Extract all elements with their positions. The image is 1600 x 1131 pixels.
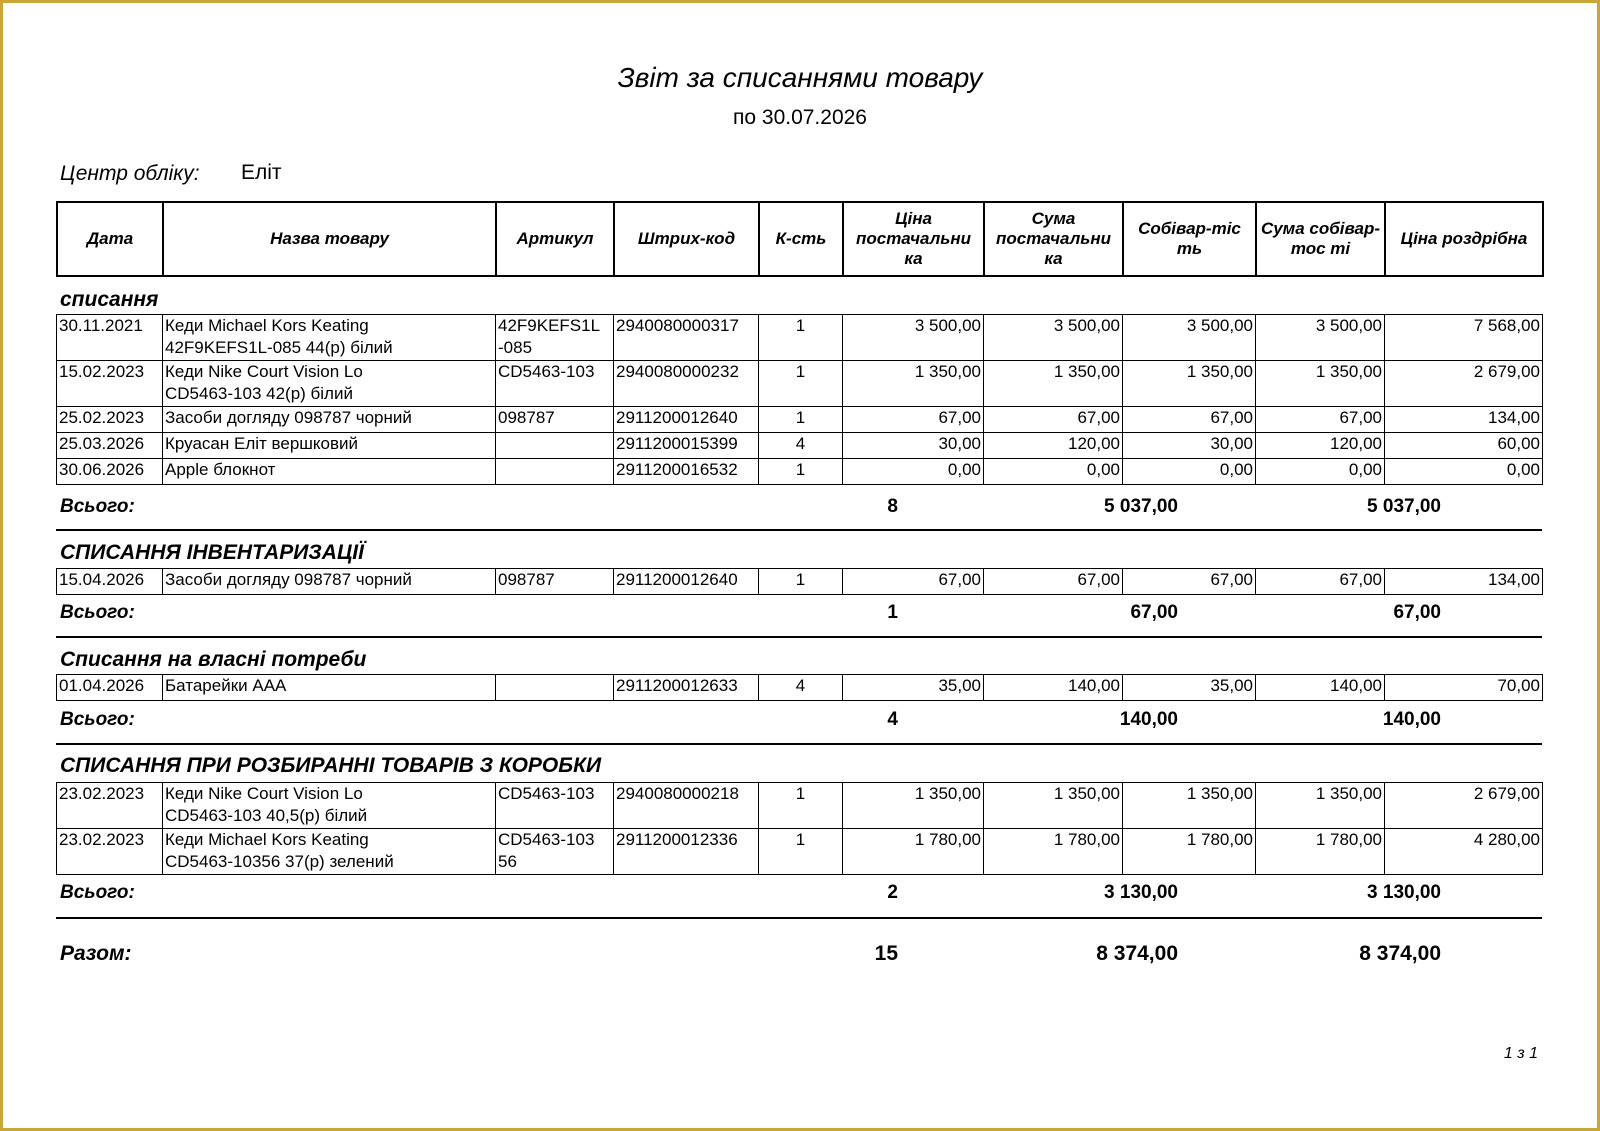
total-cost-sum: 3 130,00 [1367,882,1441,903]
cell-cost-sum: 0,00 [1256,459,1385,485]
col-header-retail-price: Ціна роздрібна [1385,202,1543,276]
cell-name: Кеди Nike Court Vision Lo CD5463-103 42(р) білий [163,361,496,407]
cell-barcode: 2940080000232 [614,361,759,407]
cell-barcode: 2911200015399 [614,433,759,459]
center-label: Центр обліку: [60,162,200,185]
cell-supplier-price: 30,00 [843,433,984,459]
cell-name: Apple блокнот [163,459,496,485]
total-supplier-sum: 5 037,00 [1104,496,1178,517]
cell-date: 30.11.2021 [57,315,163,361]
cell-retail-price: 60,00 [1385,433,1543,459]
group-total-row [56,882,1542,912]
cell-cost: 1 780,00 [1123,829,1256,875]
report-date: по 30.07.2026 [733,106,867,129]
cell-qty: 1 [759,361,843,407]
col-header-qty: К-сть [759,202,843,276]
cell-qty: 4 [759,675,843,701]
cell-cost: 3 500,00 [1123,315,1256,361]
cell-cost: 1 350,00 [1123,361,1256,407]
table-row [57,783,1543,829]
group-title-inventory: СПИСАННЯ ІНВЕНТАРИЗАЦІЇ [60,541,364,564]
cell-date: 23.02.2023 [57,783,163,829]
cell-retail-price: 2 679,00 [1385,361,1543,407]
group-table-unboxing [56,782,1543,875]
table-row [57,675,1543,701]
total-label: Всього: [60,496,135,517]
col-header-barcode: Штрих-код [614,202,759,276]
cell-date: 25.02.2023 [57,407,163,433]
cell-cost-sum: 1 350,00 [1256,361,1385,407]
cell-supplier-sum: 1 350,00 [984,783,1123,829]
col-header-cost-sum: Сума собівар-тос ті [1256,202,1385,276]
group-divider [56,636,1542,638]
cell-name: Кеди Michael Kors Keating 42F9KEFS1L-085 44(р) білий [163,315,496,361]
cell-article [496,459,614,485]
total-label: Всього: [60,882,135,903]
page-indicator: 1 з 1 [1503,1045,1538,1062]
cell-qty: 4 [759,433,843,459]
cell-name: Засоби догляду 098787 чорний [163,569,496,595]
cell-article: CD5463-103 56 [496,829,614,875]
cell-barcode: 2940080000218 [614,783,759,829]
group-divider [56,917,1542,919]
cell-cost-sum: 140,00 [1256,675,1385,701]
table-row [57,459,1543,485]
table-row [57,569,1543,595]
cell-name: Кеди Nike Court Vision Lo CD5463-103 40,5(р) білий [163,783,496,829]
cell-name: Кеди Michael Kors Keating CD5463-10356 37(р) зелений [163,829,496,875]
col-header-article: Артикул [496,202,614,276]
group-title-unboxing: СПИСАННЯ ПРИ РОЗБИРАННІ ТОВАРІВ З КОРОБКИ [60,754,602,777]
grand-total-supplier-sum: 8 374,00 [1096,942,1178,965]
group-table-writeoff [56,314,1543,485]
cell-barcode: 2911200012640 [614,407,759,433]
cell-article: CD5463-103 [496,783,614,829]
cell-date: 23.02.2023 [57,829,163,875]
table-row [57,829,1543,875]
cell-supplier-price: 0,00 [843,459,984,485]
cell-supplier-price: 67,00 [843,569,984,595]
cell-article: 098787 [496,569,614,595]
group-total-row [56,602,1542,632]
cell-supplier-price: 67,00 [843,407,984,433]
cell-cost-sum: 3 500,00 [1256,315,1385,361]
total-supplier-sum: 67,00 [1130,602,1178,623]
cell-supplier-price: 1 780,00 [843,829,984,875]
grand-total-label: Разом: [60,942,132,965]
cell-supplier-sum: 120,00 [984,433,1123,459]
total-qty: 2 [887,882,898,903]
cell-cost: 0,00 [1123,459,1256,485]
cell-name: Засоби догляду 098787 чорний [163,407,496,433]
cell-supplier-sum: 3 500,00 [984,315,1123,361]
cell-qty: 1 [759,315,843,361]
group-total-row [56,709,1542,739]
col-header-date: Дата [57,202,163,276]
col-header-cost: Собівар-тіс ть [1123,202,1256,276]
col-header-name: Назва товару [163,202,496,276]
cell-cost-sum: 1 780,00 [1256,829,1385,875]
cell-date: 01.04.2026 [57,675,163,701]
cell-supplier-sum: 1 780,00 [984,829,1123,875]
total-cost-sum: 67,00 [1393,602,1441,623]
cell-qty: 1 [759,569,843,595]
cell-supplier-price: 35,00 [843,675,984,701]
col-header-supplier-sum: Сума постачальни ка [984,202,1123,276]
cell-article: 42F9KEFS1L -085 [496,315,614,361]
group-table-inventory [56,568,1543,595]
group-title-own-needs: Списання на власні потреби [60,648,367,671]
cell-article: CD5463-103 [496,361,614,407]
cell-retail-price: 0,00 [1385,459,1543,485]
cell-barcode: 2911200016532 [614,459,759,485]
group-divider [56,743,1542,745]
cell-cost: 67,00 [1123,407,1256,433]
cell-cost-sum: 120,00 [1256,433,1385,459]
cell-supplier-price: 1 350,00 [843,361,984,407]
cell-cost: 67,00 [1123,569,1256,595]
cell-retail-price: 7 568,00 [1385,315,1543,361]
table-row [57,433,1543,459]
group-table-own-needs [56,674,1543,701]
total-cost-sum: 5 037,00 [1367,496,1441,517]
col-header-supplier-price: Ціна постачальни ка [843,202,984,276]
cell-supplier-sum: 67,00 [984,407,1123,433]
table-row [57,315,1543,361]
cell-cost: 30,00 [1123,433,1256,459]
total-supplier-sum: 3 130,00 [1104,882,1178,903]
cell-barcode: 2911200012336 [614,829,759,875]
grand-total-row [56,942,1542,972]
column-header-table [56,201,1544,277]
cell-article [496,675,614,701]
cell-date: 15.02.2023 [57,361,163,407]
cell-date: 30.06.2026 [57,459,163,485]
table-row [57,407,1543,433]
total-label: Всього: [60,709,135,730]
cell-supplier-sum: 0,00 [984,459,1123,485]
cell-barcode: 2911200012633 [614,675,759,701]
cell-retail-price: 134,00 [1385,569,1543,595]
cell-qty: 1 [759,829,843,875]
report-title: Звіт за списаннями товару [617,62,983,93]
cell-qty: 1 [759,407,843,433]
cell-cost-sum: 67,00 [1256,569,1385,595]
cell-barcode: 2940080000317 [614,315,759,361]
cell-retail-price: 134,00 [1385,407,1543,433]
cell-retail-price: 4 280,00 [1385,829,1543,875]
cell-supplier-sum: 140,00 [984,675,1123,701]
group-divider [56,529,1542,531]
cell-name: Круасан Еліт вершковий [163,433,496,459]
cell-supplier-price: 1 350,00 [843,783,984,829]
total-supplier-sum: 140,00 [1119,709,1178,730]
table-row [57,361,1543,407]
cell-supplier-sum: 1 350,00 [984,361,1123,407]
cell-cost-sum: 1 350,00 [1256,783,1385,829]
cell-qty: 1 [759,459,843,485]
cell-article: 098787 [496,407,614,433]
total-qty: 8 [887,496,898,517]
cell-barcode: 2911200012640 [614,569,759,595]
cell-name: Батарейки ААА [163,675,496,701]
grand-total-qty: 15 [874,942,898,965]
cell-retail-price: 70,00 [1385,675,1543,701]
cell-qty: 1 [759,783,843,829]
cell-cost-sum: 67,00 [1256,407,1385,433]
cell-supplier-price: 3 500,00 [843,315,984,361]
group-total-row [56,496,1542,526]
grand-total-cost-sum: 8 374,00 [1359,942,1441,965]
center-value: Еліт [241,161,282,184]
total-cost-sum: 140,00 [1382,709,1441,730]
cell-cost: 35,00 [1123,675,1256,701]
cell-cost: 1 350,00 [1123,783,1256,829]
cell-date: 15.04.2026 [57,569,163,595]
cell-date: 25.03.2026 [57,433,163,459]
cell-retail-price: 2 679,00 [1385,783,1543,829]
total-qty: 4 [887,709,898,730]
cell-supplier-sum: 67,00 [984,569,1123,595]
cell-article [496,433,614,459]
total-qty: 1 [887,602,898,623]
group-title-writeoff: списання [60,288,159,311]
total-label: Всього: [60,602,135,623]
